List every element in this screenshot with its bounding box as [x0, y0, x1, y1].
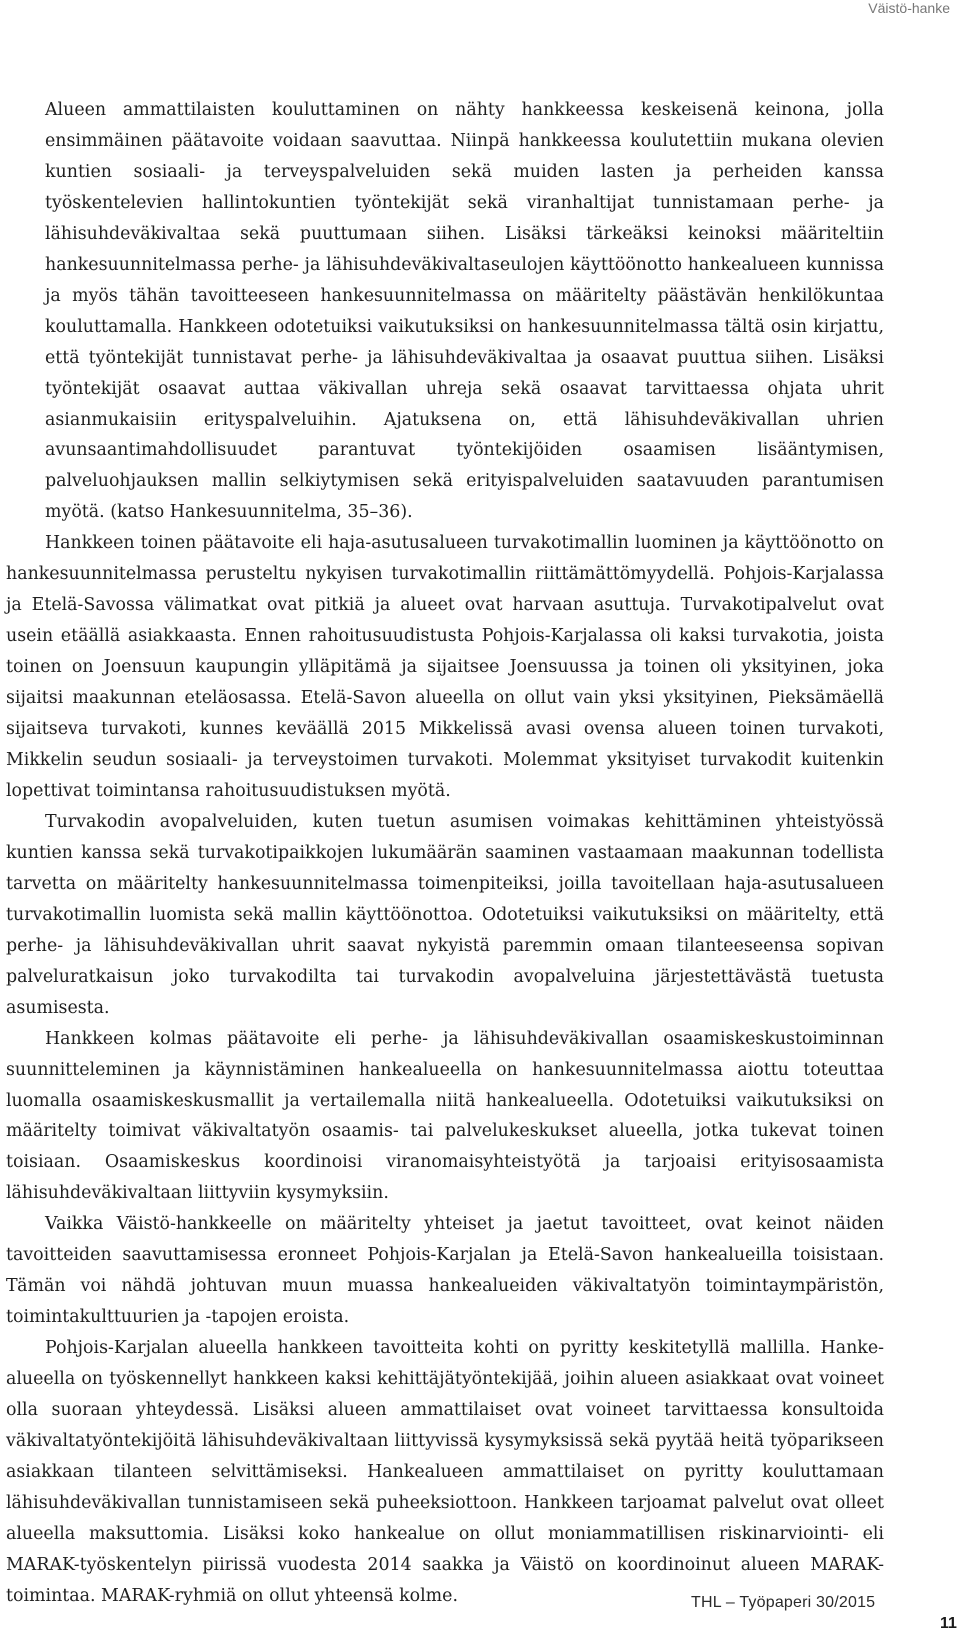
- paragraph: Turvakodin avopalveluiden, kuten tuetun asumisen voimakas kehittäminen yhteistyössä kuntien kanssa sekä turvakotipaikkojen lukumäärän saaminen vastaamaan maakunnan todellista tarvetta on määritelty hankesuunnitelmassa toimenpiteiksi, joilla tavoitellaan haja-asutusalueen turvakotimallin luomista sekä mallin käyttöönottoa. Odotetuiksi vaikutuksiksi on määritelty, että perhe- ja lähisuhdeväkivallan uhrit saavat nykyistä paremmin omaan tilanteeseensa sopivan palveluratkaisun joko turvakodilta tai turvakodin avopalveluina järjestettävästä tuetusta asumisesta.: [6, 811, 884, 1018]
- paragraph: Hankkeen kolmas päätavoite eli perhe- ja lähisuhdeväkivallan osaamiskeskustoiminnan suunnitteleminen ja käynnistäminen hankealueella on hankesuunnitelmassa aiottu toteuttaa luomalla osaamiskeskusmallit ja vertailemalla niitä hankealueella. Odotetuiksi vaikutuksiksi on määritelty toimivat väkivaltatyön osaamis- tai palvelukeskukset alueella, jotka tukevat toinen toisiaan. Osaamiskeskus koordinoisi viranomaisyhteistyötä ja tarjoaisi erityisosaamista lähisuhdeväkivaltaan liittyviin kysymyksiin.: [6, 1028, 884, 1204]
- footer-publication: THL – Työpaperi 30/2015: [691, 1594, 876, 1611]
- paragraph: Hankkeen toinen päätavoite eli haja-asutusalueen turvakotimallin luominen ja käyttöönotto on hankesuunnitelmassa perusteltu nykyisen turvakotimallin riittämättömyydellä. Pohjois-Karjalassa ja Etelä-Savossa välimatkat ovat pitkiä ja alueet ovat harvaan asuttuja. Turvakotipalvelut ovat usein etäällä asiakkaasta. Ennen rahoitusuudistusta Pohjois-Karjalassa oli kaksi turvakotia, joista toinen on Joensuun kaupungin ylläpitämä ja sijaitsee Joensuussa ja toinen oli yksityinen, joka sijaitsi maakunnan eteläosassa. Etelä-Savon alueella on ollut vain yksi yksityinen, Pieksämäellä sijaitseva turvakoti, kunnes keväällä 2015 Mikkelissä avasi ovensa alueen toinen turvakoti, Mikkelin seudun sosiaali- ja terveystoimen turvakoti. Molemmat yksityiset turvakodit kuitenkin lopettivat toimintansa rahoitusuudistuksen myötä.: [6, 533, 884, 801]
- running-header: Väistö-hanke: [868, 0, 950, 16]
- paragraph: Alueen ammattilaisten kouluttaminen on nähty hankkeessa keskeisenä keinona, jolla ensimmäinen päätavoite voidaan saavuttaa. Niinpä hankkeessa koulutettiin mukana olevien kuntien sosiaali- ja terveyspalveluiden sekä muiden lasten ja perheiden kanssa työskentelevien hallintokuntien työntekijät sekä viranhaltijat tunnistamaan perhe- ja lähisuhdeväkivaltaa sekä puuttumaan siihen. Lisäksi tärkeäksi keinoksi määriteltiin hankesuunnitelmassa perhe- ja lähisuhdeväkivaltaseulojen käyttöönotto hankealueen kunnissa ja myös tähän tavoitteeseen hankesuunnitelmassa on määritelty päästävän henkilökuntaa kouluttamalla. Hankkeen odotetuiksi vaikutuksiksi on hankesuunnitelmassa tältä osin kirjattu, että työntekijät tunnistavat perhe- ja lähisuhdeväkivaltaa ja osaavat puuttua siihen. Lisäksi työntekijät osaavat auttaa väkivallan uhreja sekä osaavat tarvittaessa ohjata uhrit asianmukaisiin erityspalveluihin. Ajatuksena on, että lähisuhdeväkivallan uhrien avunsaantimahdollisuudet parantuvat työntekijöiden osaamisen lisääntymisen, palveluohjauksen mallin selkiytymisen sekä erityispalveluiden saatavuuden parantumisen myötä. (katso Hankesuunnitelma, 35–36).: [45, 100, 884, 523]
- paragraph: Pohjois-Karjalan alueella hankkeen tavoitteita kohti on pyritty keskitetyllä mallilla. Hanke-alueella on työskennellyt hankkeen kaksi kehittäjätyöntekijää, joihin alueen asiakkaat ovat voineet olla suoraan yhteydessä. Lisäksi alueen ammattilaiset ovat voineet tarvittaessa konsultoida väkivaltatyöntekijöitä lähisuhdeväkivaltaan liittyvissä kysymyksissä sekä pyytää heitä työparikseen asiakkaan tilanteen selvittämiseksi. Hankealueen ammattilaiset on pyritty kouluttamaan lähisuhdeväkivallan tunnistamiseen sekä puheeksiottoon. Hankkeen tarjoamat palvelut ovat olleet alueella maksuttomia. Lisäksi koko hankealue on ollut moniammatillisen riskinarviointi- eli MARAK-työskentelyn piirissä vuodesta 2014 saakka ja Väistö on koordinoinut alueen MARAK-toimintaa. MARAK-ryhmiä on ollut yhteensä kolme.: [6, 1338, 884, 1606]
- paragraph: Vaikka Väistö-hankkeelle on määritelty yhteiset ja jaetut tavoitteet, ovat keinot näiden tavoitteiden saavuttamisessa eronneet Pohjois-Karjalan ja Etelä-Savon hankealueilla toisistaan. Tämän voi nähdä johtuvan muun muassa hankealueiden väkivaltatyön toimintaympäristön, toimintakulttuurien ja -tapojen eroista.: [6, 1214, 884, 1328]
- body-text: [6, 95, 884, 1612]
- page-number: 11: [940, 1615, 957, 1632]
